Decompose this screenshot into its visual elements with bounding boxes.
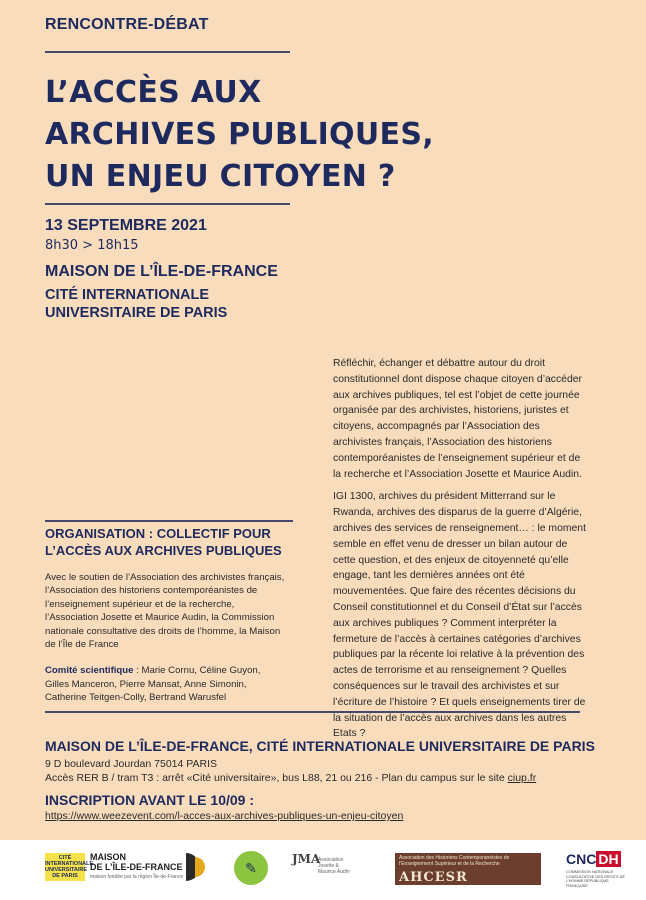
cncdh-logo-part: CNC (566, 851, 597, 867)
event-time: 8h30 > 18h15 (45, 238, 139, 253)
cncdh-logo-part: DH (598, 851, 619, 867)
footer-venue: MAISON DE L’ÎLE-DE-FRANCE, CITÉ INTERNATIONALE UNIVERSITAIRE DE PARIS (45, 738, 595, 754)
divider (45, 520, 293, 522)
event-title (45, 72, 434, 198)
jma-logo-subtitle: Association Josette & Maurice Audin (318, 857, 350, 875)
event-date: 13 SEPTEMBRE 2021 (45, 217, 207, 234)
title-line: UN ENJEU CITOYEN ? (45, 159, 396, 194)
venue-campus: CITÉ INTERNATIONALE UNIVERSITAIRE DE PARIS (45, 287, 228, 321)
committee-members: : Marie Cornu, Céline Guyon, Gilles Manceron, Pierre Mansat, Anne Simonin, Catherine Teitgen-Colly, Bertrand Warusfel (45, 665, 261, 704)
cncdh-logo (566, 851, 621, 867)
footer-address-block (45, 757, 565, 785)
description-paragraph: IGI 1300, archives du président Mitterrand sur le Rwanda, archives des disparus de la guerre d’Algérie, archives des services de renseignement… : le moment semble en effet venu de dresser un bilan autour de cette question, et des enjeux de citoyenneté qu’elle engage, tant les dernières années ont été mouvementées. Que faire des récentes décisions du Conseil constitutionnel et du Conseil d’État sur l’accès aux archives publiques ? Comment interpréter la fermeture de l’accès à certaines catégories d’archives publiques par la récente loi relative à la prévention des actes de terrorisme et au renseignement ? Quelles conséquences sur le travail des archivistes et sur l’écriture de l’histoire ? Et quels enseignements tirer de la situation de l’accès aux archives dans les autres Etats ? (333, 491, 586, 740)
support-text: Avec le soutien de l’Association des archivistes français, l’Association des historiens contemporéanistes de l’enseignement supérieur et de la recherche, l’Association Josette et Maurice Audin, la Commission nationale consultative des droits de l’homme, la Maison de l’Île de France (45, 572, 285, 651)
archivists-logo-icon: ✎ (234, 851, 268, 885)
divider (45, 711, 580, 713)
ahcesr-logo-subtitle: Association des Historiens Contemporanéistes de l’Enseignement Supérieur et de la Recherche (399, 855, 510, 867)
registration-heading: INSCRIPTION AVANT LE 10/09 : (45, 792, 254, 808)
organisation-title: ORGANISATION : COLLECTIF POUR L’ACCÈS AUX ARCHIVES PUBLIQUES (45, 526, 282, 558)
access-text: Accès RER B / tram T3 : arrêt «Cité universitaire», bus L88, 21 ou 216 - Plan du campus sur le site (45, 772, 508, 784)
divider (45, 51, 290, 53)
maison-idf-logo (90, 852, 183, 882)
maison-logo-line: MAISON (90, 852, 126, 862)
event-type: RENCONTRE-DÉBAT (45, 16, 209, 33)
ahcesr-logo-name: AHCESR (399, 870, 468, 885)
jma-logo: JMA (292, 852, 321, 866)
maison-logo-line: DE L’ÎLE-DE-FRANCE (90, 862, 183, 872)
access-info (45, 771, 565, 785)
organisation-body (45, 571, 285, 705)
partner-logos (0, 840, 646, 900)
ciup-logo: CITÉ INTERNATIONALE UNIVERSITAIRE DE PARIS (45, 855, 94, 879)
registration-link[interactable]: https://www.weezevent.com/l-acces-aux-archives-publiques-un-enjeu-citoyen (45, 810, 404, 822)
divider (45, 203, 290, 205)
event-description (333, 356, 591, 749)
street-address: 9 D boulevard Jourdan 75014 PARIS (45, 758, 217, 770)
maison-emblem-accent-icon (195, 857, 205, 877)
description-paragraph: Réfléchir, échanger et débattre autour du droit constitutionnel dont dispose chaque citoyen d’accéder aux archives publiques, tel est l’objet de cette journée organisée par des archivistes, historiens, juristes et citoyens, accompagnés par l’Association des archivistes français, l’Association des historiens contemporéanistes de l’enseignement supérieur et de la recherche et l’Association Josette et Maurice Audin. (333, 358, 582, 480)
ciup-link[interactable]: ciup.fr (507, 772, 537, 784)
ahcesr-logo (395, 853, 541, 885)
cncdh-logo-subtitle: COMMISSION NATIONALE CONSULTATIVE DES DROITS DE L’HOMME RÉPUBLIQUE FRANÇAISE (566, 870, 625, 888)
maison-logo-sub: maison fondée par la région Île-de-France (90, 874, 184, 880)
venue-name: MAISON DE L’ÎLE-DE-FRANCE (45, 263, 278, 280)
scientific-committee (45, 664, 285, 704)
title-line: ARCHIVES PUBLIQUES, (45, 117, 434, 152)
committee-label: Comité scientifique (45, 665, 134, 677)
title-line: L’ACCÈS AUX (45, 75, 262, 110)
